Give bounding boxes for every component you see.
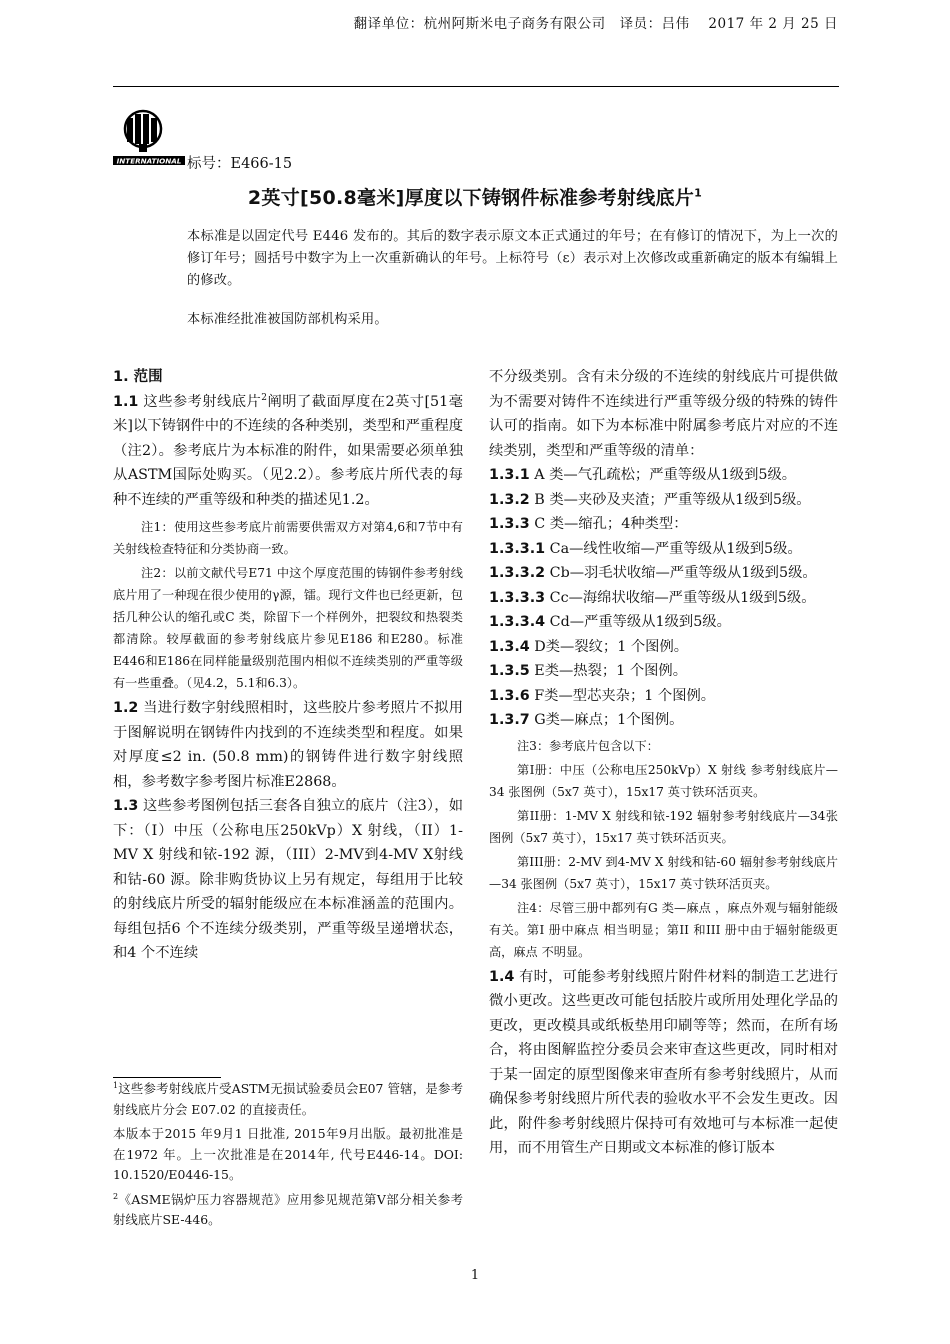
note-3-volume-3: 第III册：2-MV 到4-MV X 射线和钴-60 辐射参考射线底片—34 张图例（5x7 英寸），15x17 英寸铁环活页夹。 <box>489 854 838 891</box>
list-item-number: 1.3.3.4 <box>489 614 546 630</box>
logo-letter-s <box>135 114 141 144</box>
list-item <box>489 561 838 586</box>
clause-number: 1.2 <box>113 700 139 716</box>
clause-text: 当进行数字射线照相时，这些胶片参考照片不拟用于图解说明在钢铸件内找到的不连续类型和程度。如果对厚度≤2 in. (50.8 mm)的钢铸件进行数字射线照相，参考数字参考图片标准E2868。 <box>113 700 463 790</box>
list-item-number: 1.3.3.2 <box>489 565 546 581</box>
footnote-text: 这些参考射线底片受ASTM无损试验委员会E07 管辖，是参考射线底片分会 E07.02 的直接责任。 <box>113 1081 463 1117</box>
clause-text: 这些参考射线底片 <box>138 393 262 410</box>
note-1: 注1：使用这些参考底片前需要供需双方对第4,6和7节中有关射线检查特征和分类协商一致。 <box>113 520 463 556</box>
list-item-text: E类—热裂；1 个图例。 <box>529 663 688 679</box>
list-item <box>489 610 838 635</box>
note-3-volume-2: 第II册：1-MV X 射线和铱-192 辐射参考射线底片—34张图例（5x7 英寸），15x17 英寸铁环活页夹。 <box>489 808 838 845</box>
footnote-marker: 1 <box>113 1080 119 1090</box>
logo-wordmark: INTERNATIONAL <box>116 156 182 166</box>
footnotes <box>113 1079 463 1235</box>
page-number: 1 <box>470 1268 480 1283</box>
clause-1-2 <box>113 696 463 794</box>
list-item-number: 1.3.6 <box>489 687 530 704</box>
section-heading-scope: 1. 范围 <box>113 369 163 385</box>
list-item-text: B 类—夹砂及夹渣；严重等级从1级到5级。 <box>529 491 811 508</box>
list-item-number: 1.3.5 <box>489 663 530 679</box>
list-item-text: Cb—羽毛状收缩—严重等级从1级到5级。 <box>545 565 817 581</box>
intro-paragraph-2: 本标准经批准被国防部机构采用。 <box>187 312 388 327</box>
list-item-number: 1.3.2 <box>489 491 530 508</box>
list-item <box>489 635 838 660</box>
clause-1-1 <box>113 390 463 513</box>
list-item-number: 1.3.4 <box>489 638 530 655</box>
footnote-rule <box>113 1077 221 1078</box>
clause-text: 这些参考图例包括三套各自独立的底片（注3），如下：（I）中压（公称电压250kVp）X 射线，（II）1-MV X 射线和铱-192 源，（III）2-MV到4-MV X射线和钴-60 源。除非购货协议上另有规定，每组用于比较的射线底片所受的辐射能级应在本标准涵盖的范围内。每组包括6 个不连续分级类别，严重等级呈递增状态，和4 个不连续 <box>113 798 463 961</box>
clause-1-3 <box>113 794 463 966</box>
title-footnote-ref: 1 <box>694 186 703 200</box>
list-item <box>489 659 838 684</box>
list-item-text: C 类—缩孔；4种类型： <box>529 516 688 532</box>
clause-text: 阐明了截面厚度在2英寸[51毫米]以下铸钢件中的不连续的各种类别，类型和严重程度（注2）。参考底片为本标准的附件，如果需要必须单独从ASTM国际处购买。（见2.2）。参考底片所代表的每种不连续的严重等级和种类的描述见1.2。 <box>113 393 463 508</box>
astm-logo <box>113 104 185 170</box>
list-item-text: Ca—线性收缩—严重等级从1级到5级。 <box>545 540 802 557</box>
clause-number: 1.1 <box>113 393 139 410</box>
list-item <box>489 537 838 562</box>
list-item-text: F类—型芯夹杂；1 个图例。 <box>529 687 716 704</box>
footnote-text: 《ASME锅炉压力容器规范》应用参见规范第V部分相关参考射线底片SE-446。 <box>113 1191 463 1227</box>
list-item <box>489 586 838 611</box>
header-rule <box>113 86 839 87</box>
left-column <box>113 365 463 966</box>
list-item-text: Cd—严重等级从1级到5级。 <box>545 614 731 630</box>
logo-letter-a <box>127 118 133 142</box>
footnote-ref-2: 2 <box>261 392 268 403</box>
footnote-1 <box>113 1079 463 1120</box>
note-3: 注3：参考底片包含以下： <box>517 738 659 753</box>
standard-designation: 标号：E466-15 <box>187 156 293 172</box>
list-item <box>489 684 838 709</box>
footnote-1-continued: 本版本于2015 年9月1 日批准, 2015年9月出版。最初批准是在1972 年。上一次批准是在2014年, 代号E446-14。DOI: 10.1520/E0446-15。 <box>113 1126 463 1182</box>
logo-stem <box>139 144 147 152</box>
clause-text: 有时，可能参考射线照片附件材料的制造工艺进行微小更改。这些更改可能包括胶片或所用处理化学品的更改，更改模具或纸板垫用印刷等等；然而，在所有场合，将由图解监控分委员会来审查这些更改，同时相对于某一固定的原型图像来审查所有参考射线照片，从而确保参考射线照片所代表的验收水平不会发生更改。因此，附件参考射线照片保持可有效地可与本标准一起使用，而不用管生产日期或文本标准的修订版本 <box>489 968 838 1156</box>
note-2: 注2：以前文献代号E71 中这个厚度范围的铸钢件参考射线底片用了一种现在很少使用的γ源，镭。现行文件也已经更新，包括几种公认的缩孔或C 类，除留下一个样例外，把裂纹和热裂类都清除。较厚截面的参考射线底片参见E186 和E280。标准E446和E186在同样能量级别范围内相似不连续类别的严重等级有一些重叠。（见4.2，5.1和6.3）。 <box>113 566 463 690</box>
list-item-number: 1.3.7 <box>489 712 530 728</box>
clause-number: 1.3 <box>113 798 139 814</box>
list-item-number: 1.3.3.3 <box>489 589 546 606</box>
list-item-text: D类—裂纹；1 个图例。 <box>529 638 689 655</box>
list-item-number: 1.3.1 <box>489 467 530 483</box>
intro-paragraph-1: 本标准是以固定代号 E446 发布的。其后的数字表示原文本正式通过的年号；在有修订的情况下，为上一次的修订年号；圆括号中数字为上一次重新确认的年号。上标符号（ε）表示对上次修改或重新确定的版本有编辑上的修改。 <box>187 229 838 288</box>
list-item <box>489 463 838 488</box>
list-item <box>489 512 838 537</box>
logo-letter-t <box>143 114 149 144</box>
clause-1-4 <box>489 965 838 1161</box>
list-item-text: A 类—气孔疏松；严重等级从1级到5级。 <box>529 467 797 483</box>
footnote-marker: 2 <box>113 1191 119 1201</box>
list-item-number: 1.3.3.1 <box>489 540 546 557</box>
list-item-number: 1.3.3 <box>489 516 530 532</box>
list-item <box>489 488 838 513</box>
list-item <box>489 708 838 733</box>
translator-header: 翻译单位：杭州阿斯米电子商务有限公司 译员：吕伟 2017 年 2 月 25 日 <box>353 16 838 32</box>
clause-1-3-continued: 不分级类别。含有未分级的不连续的射线底片可提供做为不需要对铸件不连续进行严重等级分级的特殊的铸件认可的指南。如下为本标准中附属参考底片对应的不连续类别，类型和严重等级的清单： <box>489 369 838 459</box>
note-3-volume-1: 第I册：中压（公称电压250kVp）X 射线 参考射线底片—34 张图例（5x7 英寸），15x17 英寸铁环活页夹。 <box>489 762 838 799</box>
note-4: 注4：尽管三册中都列有G 类—麻点 ，麻点外观与辐射能级有关。第I 册中麻点 相当明显；第II 和III 册中由于辐射能级更高，麻点 不明显。 <box>489 900 838 959</box>
list-item-text: Cc—海绵状收缩—严重等级从1级到5级。 <box>545 589 816 606</box>
list-item-text: G类—麻点；1个图例。 <box>529 712 684 728</box>
clause-number: 1.4 <box>489 968 515 985</box>
title-text: 2英寸[50.8毫米]厚度以下铸钢件标准参考射线底片 <box>247 187 695 209</box>
document-title <box>0 183 950 210</box>
footnote-2 <box>113 1190 463 1231</box>
logo-letter-m <box>151 118 157 142</box>
right-column <box>489 365 838 1161</box>
